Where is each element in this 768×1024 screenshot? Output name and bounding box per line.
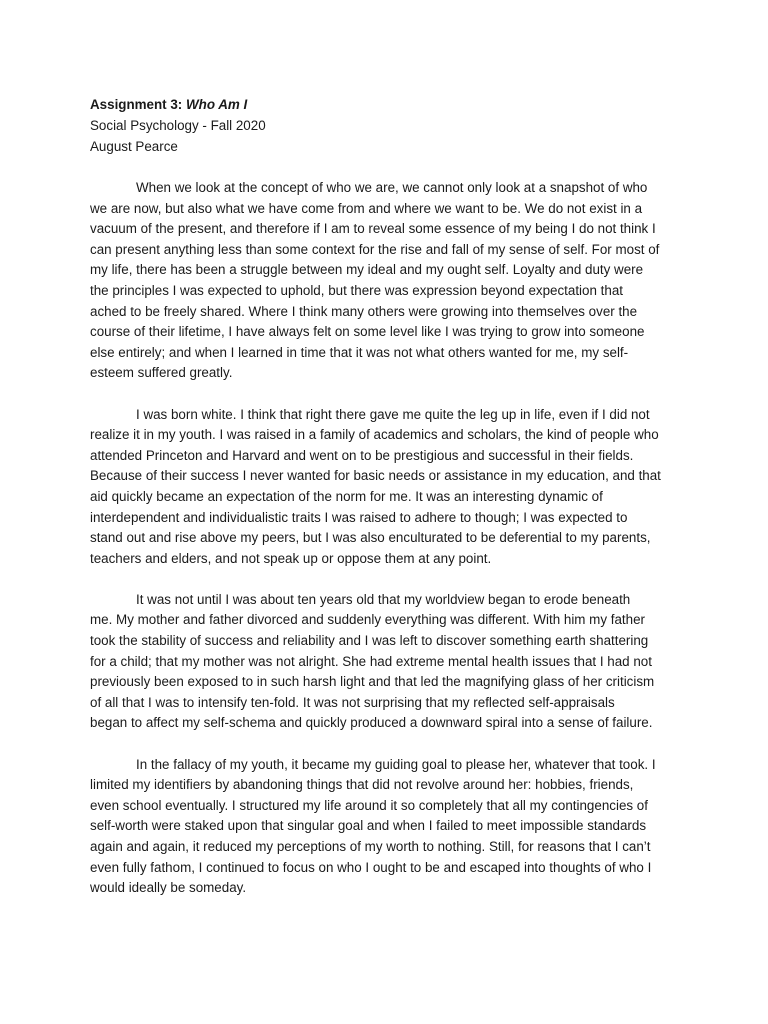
paragraph-line: esteem suffered greatly.	[90, 365, 233, 381]
author-name: August Pearce	[90, 139, 178, 154]
paragraph-3	[90, 590, 680, 734]
paragraph-line: It was not until I was about ten years old that my worldview began to erode beneath	[136, 591, 631, 607]
assignment-heading	[90, 94, 680, 115]
paragraph-line: even school eventually. I structured my life around it so completely that all my contingencies of	[90, 797, 648, 813]
paragraph-line: would ideally be someday.	[90, 880, 247, 896]
paragraph-1	[90, 178, 680, 384]
paragraph-line: limited my identifiers by abandoning things that did not revolve around her: hobbies, friends,	[90, 777, 634, 793]
paragraph-line: my life, there has been a struggle between my ideal and my ought self. Loyalty and duty were	[90, 262, 644, 278]
document-page	[90, 94, 680, 919]
paragraph-line: self-worth were staked upon that singular goal and when I failed to meet impossible standards	[90, 818, 647, 834]
paragraph-4	[90, 755, 680, 899]
paragraph-line: took the stability of success and reliability and I was left to discover something earth shattering	[90, 633, 649, 649]
assignment-label: Assignment 3:	[90, 97, 183, 112]
paragraph-line: vacuum of the present, and therefore if I am to reveal some essence of my being I do not think I	[90, 221, 656, 237]
paragraph-2	[90, 405, 680, 570]
paragraph-line: the principles I was expected to uphold, but there was expression beyond expectation that	[90, 282, 623, 298]
course-name: Social Psychology - Fall 2020	[90, 118, 266, 133]
paragraph-line: teachers and elders, and not speak up or oppose them at any point.	[90, 550, 492, 566]
paragraph-line: we are now, but also what we have come from and where we want to be. We do not exist in a	[90, 200, 643, 216]
paragraph-line: Because of their success I never wanted for basic needs or assistance in my education, and that	[90, 468, 661, 484]
paragraph-line: for a child; that my mother was not alright. She had extreme mental health issues that I had not	[90, 653, 652, 669]
paragraph-line: me. My mother and father divorced and suddenly everything was different. With him my father	[90, 612, 645, 628]
paragraph-line: stand out and rise above my peers, but I was also enculturated to be deferential to my parents,	[90, 530, 651, 546]
paragraph-line: even fully fathom, I continued to focus on who I ought to be and escaped into thoughts of who I	[90, 859, 652, 875]
paragraph-line: aid quickly became an expectation of the norm for me. It was an interesting dynamic of	[90, 488, 603, 504]
paragraph-line: realize it in my youth. I was raised in a family of academics and scholars, the kind of people who	[90, 427, 659, 443]
paragraph-line: course of their lifetime, I have always felt on some level like I was trying to grow into someone	[90, 324, 645, 340]
paragraph-line: attended Princeton and Harvard and went on to be prestigious and successful in their fields.	[90, 447, 634, 463]
paragraph-line: can present anything less than some context for the rise and fall of my sense of self. For most of	[90, 241, 660, 257]
paragraph-line: ached to be freely shared. Where I think many others were growing into themselves over the	[90, 303, 638, 319]
essay-body	[90, 178, 680, 899]
paragraph-line: In the fallacy of my youth, it became my guiding goal to please her, whatever that took. I	[136, 756, 656, 772]
paragraph-line: previously been exposed to in such harsh light and that led the magnifying glass of her criticism	[90, 674, 655, 690]
paragraph-line: again and again, it reduced my perceptions of my worth to nothing. Still, for reasons that I can’t	[90, 839, 651, 854]
paragraph-line: of all that I was to intensify ten-fold. It was not surprising that my reflected self-appraisals	[90, 694, 615, 710]
paragraph-line: else entirely; and when I learned in time that it was not what others wanted for me, my self-	[90, 344, 629, 360]
assignment-title: Who Am I	[186, 97, 248, 112]
paragraph-line: I was born white. I think that right there gave me quite the leg up in life, even if I did not	[136, 406, 650, 422]
paragraph-line: interdependent and individualistic traits I was raised to adhere to though; I was expected to	[90, 509, 628, 525]
paragraph-line: When we look at the concept of who we are, we cannot only look at a snapshot of who	[136, 180, 648, 195]
paragraph-line: began to affect my self-schema and quickly produced a downward spiral into a sense of failure.	[90, 715, 653, 731]
